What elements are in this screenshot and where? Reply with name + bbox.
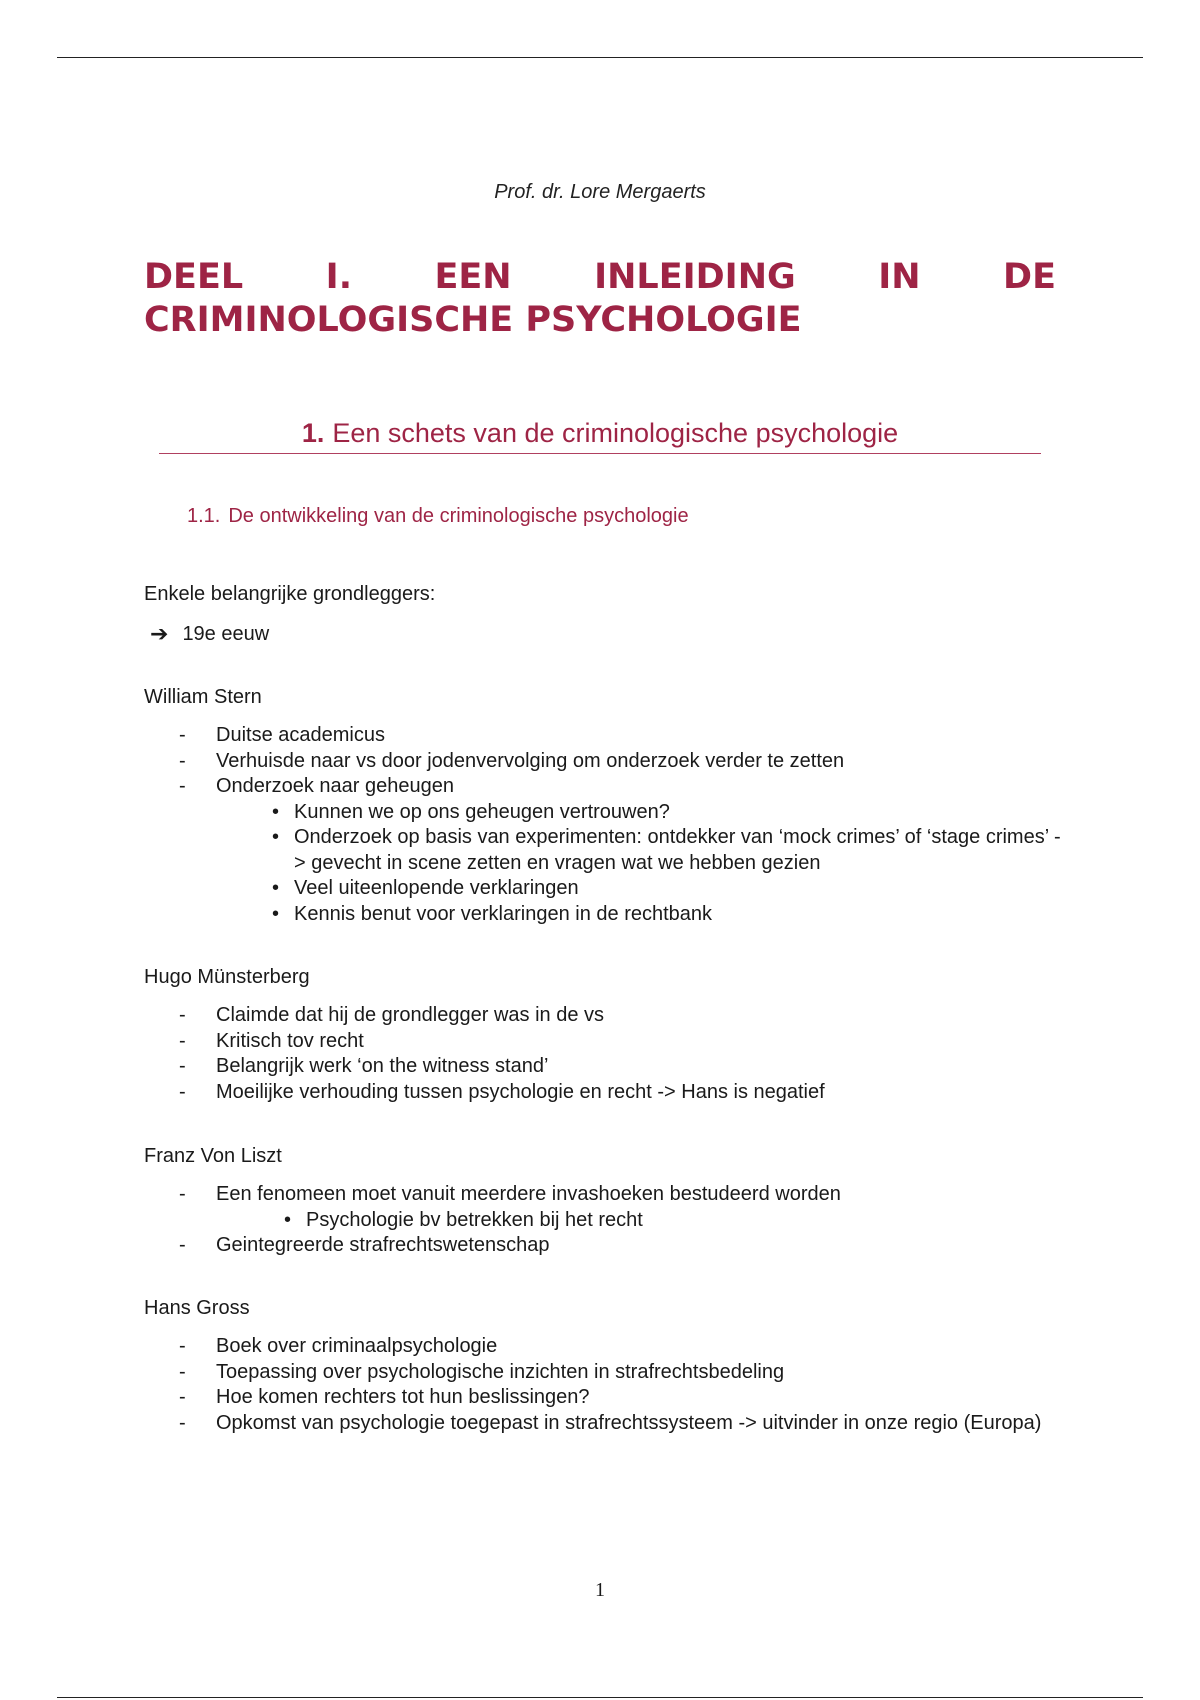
chapter-heading bbox=[159, 418, 1041, 454]
sub-list-item: • Kunnen we op ons geheugen vertrouwen? bbox=[216, 800, 1064, 826]
part-title-word: I. bbox=[325, 257, 352, 297]
top-rule bbox=[57, 57, 1143, 58]
part-title bbox=[144, 256, 1056, 342]
list-item bbox=[144, 1182, 1056, 1233]
bottom-rule bbox=[57, 1697, 1143, 1698]
section-heading bbox=[187, 505, 689, 528]
list-item-text: Verhuisde naar vs door jodenvervolging om onderzoek verder te zetten bbox=[216, 749, 845, 772]
list-item: - Belangrijk werk ‘on the witness stand’ bbox=[144, 1054, 1056, 1080]
author-line: Prof. dr. Lore Mergaerts bbox=[494, 181, 706, 203]
sub-bullet-list bbox=[216, 1208, 1056, 1234]
list-item: - Hoe komen rechters tot hun beslissingen? bbox=[144, 1385, 1056, 1411]
list-item: - Geintegreerde strafrechtswetenschap bbox=[144, 1233, 1056, 1259]
list-item bbox=[144, 749, 1056, 775]
person-name: Franz Von Liszt bbox=[144, 1145, 282, 1167]
sub-list-item: • Kennis benut voor verklaringen in de rechtbank bbox=[216, 902, 1064, 928]
list-item bbox=[144, 774, 1061, 927]
bullet-list bbox=[144, 1182, 1056, 1259]
part-title-word: IN bbox=[878, 257, 921, 297]
part-title-word: INLEIDING bbox=[594, 257, 796, 297]
section-number: 1.1. bbox=[187, 505, 221, 527]
list-item: - Claimde dat hij de grondlegger was in de vs bbox=[144, 1003, 1056, 1029]
person-name: Hans Gross bbox=[144, 1297, 250, 1319]
chapter-number: 1. bbox=[301, 418, 325, 448]
list-item-text: Een fenomeen moet vanuit meerdere invashoeken bestudeerd worden bbox=[216, 1183, 841, 1205]
part-title-word: DE bbox=[1003, 257, 1056, 297]
list-item bbox=[144, 723, 1056, 749]
sub-list-item: • Onderzoek op basis van experimenten: ontdekker van ‘mock crimes’ of ‘stage crimes’ -> gevecht in scene zetten en vragen wat we hebben gezien bbox=[216, 825, 1064, 876]
list-item: - Kritisch tov recht bbox=[144, 1029, 1056, 1055]
bullet-list bbox=[144, 723, 1061, 927]
era-line bbox=[150, 621, 269, 647]
list-item-text: Onderzoek naar geheugen bbox=[216, 775, 454, 797]
list-item: - Opkomst van psychologie toegepast in strafrechtssysteem -> uitvinder in onze regio (Europa) bbox=[144, 1411, 1056, 1437]
list-item-text: Duitse academicus bbox=[216, 724, 385, 746]
list-item: - Moeilijke verhouding tussen psychologie en recht -> Hans is negatief bbox=[144, 1080, 1056, 1106]
intro-text: Enkele belangrijke grondleggers: bbox=[144, 583, 436, 605]
era-text: 19e eeuw bbox=[182, 622, 270, 645]
bullet-list bbox=[144, 1334, 1056, 1436]
list-item: - Boek over criminaalpsychologie bbox=[144, 1334, 1056, 1360]
section-title: De ontwikkeling van de criminologische psychologie bbox=[228, 505, 689, 527]
sub-list-item: • Psychologie bv betrekken bij het recht bbox=[216, 1208, 1066, 1234]
bullet-list bbox=[144, 1003, 1056, 1105]
part-title-word: DEEL bbox=[144, 257, 244, 297]
part-title-line-2: CRIMINOLOGISCHE PSYCHOLOGIE bbox=[144, 300, 802, 340]
person-name: William Stern bbox=[144, 686, 262, 708]
sub-bullet-list bbox=[216, 800, 1061, 928]
chapter-title: Een schets van de criminologische psychologie bbox=[332, 418, 899, 448]
arrow-right-icon: ➔ bbox=[150, 621, 169, 646]
sub-list-item: • Veel uiteenlopende verklaringen bbox=[216, 876, 1064, 902]
person-name: Hugo Münsterberg bbox=[144, 966, 310, 988]
part-title-line-1 bbox=[144, 256, 1056, 299]
part-title-word: EEN bbox=[434, 257, 512, 297]
page-number: 1 bbox=[595, 1579, 605, 1601]
list-item: - Toepassing over psychologische inzichten in strafrechtsbedeling bbox=[144, 1360, 1056, 1386]
